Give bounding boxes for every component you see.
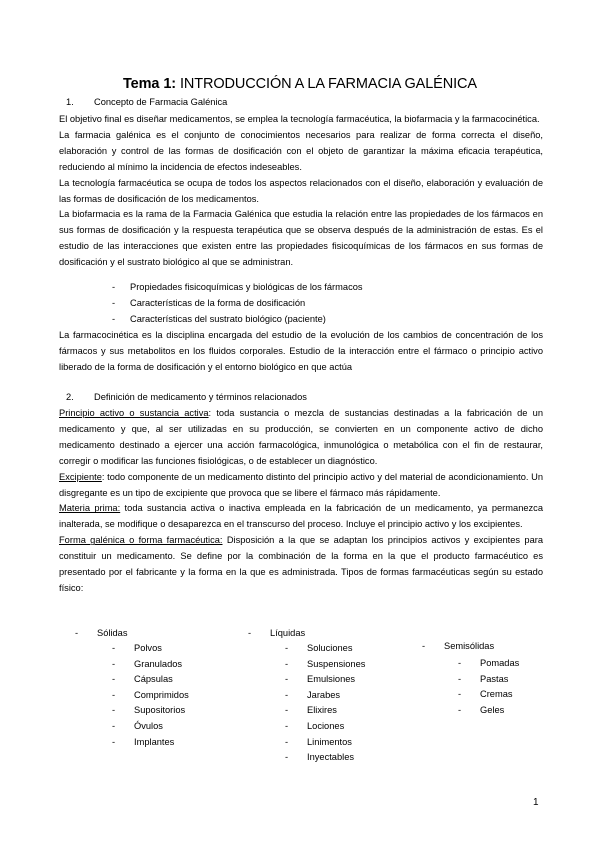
list-item: - Implantes <box>112 736 175 747</box>
list-item: - Suspensiones <box>285 658 366 669</box>
definition-excipiente: Excipiente: todo componente de un medicamento distinto del principio activo y del material de acondicionamiento. Un disgregante es un tipo de excipiente que provoca que se libere el fármaco más rápidamente. <box>59 471 543 498</box>
forms-liquidas-heading: - Líquidas <box>248 628 306 638</box>
definition-materia-prima: Materia prima: toda sustancia activa o inactiva empleada en la fabricación de un medicamento, ya permanezca inalterada, se modifique o desaparezca en el transcurso del proceso. Incluye el principio activo y los excipientes. <box>59 503 543 530</box>
page-number: 1 <box>533 797 539 808</box>
forms-liquidas-list <box>285 641 365 766</box>
section-2-heading-text: Definición de medicamento y términos relacionados <box>94 392 307 402</box>
paragraph-biofarmacia: La biofarmacia es la rama de la Farmacia Galénica que estudia la relación entre las propiedades de los fármacos en sus formas de dosificación y la respuesta terapéutica que se observa después de la administración de estas. Es el estudio de las interacciones que existen entre las propiedades fisicoquímicas de los fármacos en sus formas de dosificación y el sustrato biológico al que se administran. <box>59 209 543 268</box>
list-item: - Linimentos <box>285 736 352 747</box>
list-item: - Lociones <box>285 720 345 731</box>
forms-semisolidas-list <box>458 656 519 718</box>
list-item: - Características de la forma de dosificación <box>112 297 306 308</box>
forms-solidas-heading: - Sólidas <box>75 628 128 638</box>
list-item: - Polvos <box>112 643 162 653</box>
definition-principio-activo: Principio activo o sustancia activa: toda sustancia o mezcla de sustancias destinadas a la fabricación de un medicamento y que, al ser utilizadas en su producción, se convierten en un componente activo de dicho medicamento destinado a ejercer una acción farmacológica, inmunológica o metabólica con el fin de restaurar, corregir o modificar las funciones fisiológicas, o de establecer un diagnóstico. <box>59 408 543 466</box>
list-item: - Geles <box>458 704 505 715</box>
list-item: - Emulsiones <box>285 674 356 685</box>
section-1-heading <box>66 97 227 107</box>
section-1-heading-text: Concepto de Farmacia Galénica <box>94 97 228 107</box>
section-2-body <box>59 406 543 597</box>
list-item: - Cremas <box>458 689 513 700</box>
term-materia-prima: Materia prima: <box>59 503 121 514</box>
term-excipiente: Excipiente <box>59 471 102 482</box>
list-item: - Granulados <box>112 658 183 669</box>
paragraph-objetivo: El objetivo final es diseñar medicamentos, se emplea la tecnología farmacéutica, la biofarmacia y la farmacocinética. <box>59 114 540 124</box>
forms-solidas-list <box>112 641 189 750</box>
section-1-body <box>59 112 543 271</box>
list-item: - Propiedades fisicoquímicas y biológicas de los fármacos <box>112 282 363 292</box>
list-item: - Elixires <box>285 705 337 716</box>
list-item: - Inyectables <box>285 752 355 763</box>
section-2-heading <box>66 392 307 402</box>
biofarmacia-list <box>112 280 363 328</box>
definition-forma-galenica: Forma galénica o forma farmacéutica: Disposición a la que se adaptan los principios activos y excipientes para constituir un medicamento. Se define por la combinación de la forma en la que el producto farmacéutico es presentado por el fabricante y la forma en la que es administrada. Tipos de formas farmacéuticas según su estado físico: <box>59 535 543 593</box>
list-item: - Óvulos <box>112 720 163 731</box>
title-text: INTRODUCCIÓN A LA FARMACIA GALÉNICA <box>179 76 477 92</box>
list-item: - Soluciones <box>285 643 353 653</box>
section-2-number: 2. <box>66 392 74 402</box>
list-item: - Cápsulas <box>112 674 173 685</box>
list-item: - Comprimidos <box>112 689 189 700</box>
paragraph-farmacocinetica: La farmacocinética es la disciplina encargada del estudio de la evolución de los cambios de concentración de los fármacos y sus metabolitos en los fluidos corporales. Estudio de la interacción entre el fármaco o principio activo liberado de la forma de dosificación y el entorno biológico en que actúa <box>59 330 543 372</box>
paragraph-farmacia-galenica: La farmacia galénica es el conjunto de conocimientos necesarios para realizar de forma correcta el diseño, elaboración y control de las formas de dosificación con el objeto de garantizar la máxima eficacia terapéutica, reduciendo al mínimo la incidencia de efectos indeseables. <box>59 129 543 172</box>
term-forma-galenica: Forma galénica o forma farmacéutica: <box>59 535 223 546</box>
title-prefix: Tema 1: <box>122 76 177 92</box>
list-item: - Características del sustrato biológico (paciente) <box>112 313 326 324</box>
forms-semisolidas-heading: - Semisólidas <box>422 641 495 651</box>
section-1-number: 1. <box>66 97 74 107</box>
section-1-body-2 <box>59 328 543 376</box>
list-item: - Pastas <box>458 673 509 684</box>
paragraph-tecnologia: La tecnología farmacéutica se ocupa de todos los aspectos relacionados con el diseño, elaboración y evaluación de las formas de dosificación de los medicamentos. <box>59 177 543 204</box>
list-item: - Supositorios <box>112 705 186 716</box>
list-item: - Pomadas <box>458 658 520 668</box>
list-item: - Jarabes <box>285 689 341 700</box>
page-title <box>0 76 600 92</box>
term-principio-activo: Principio activo o sustancia activa <box>59 408 209 418</box>
